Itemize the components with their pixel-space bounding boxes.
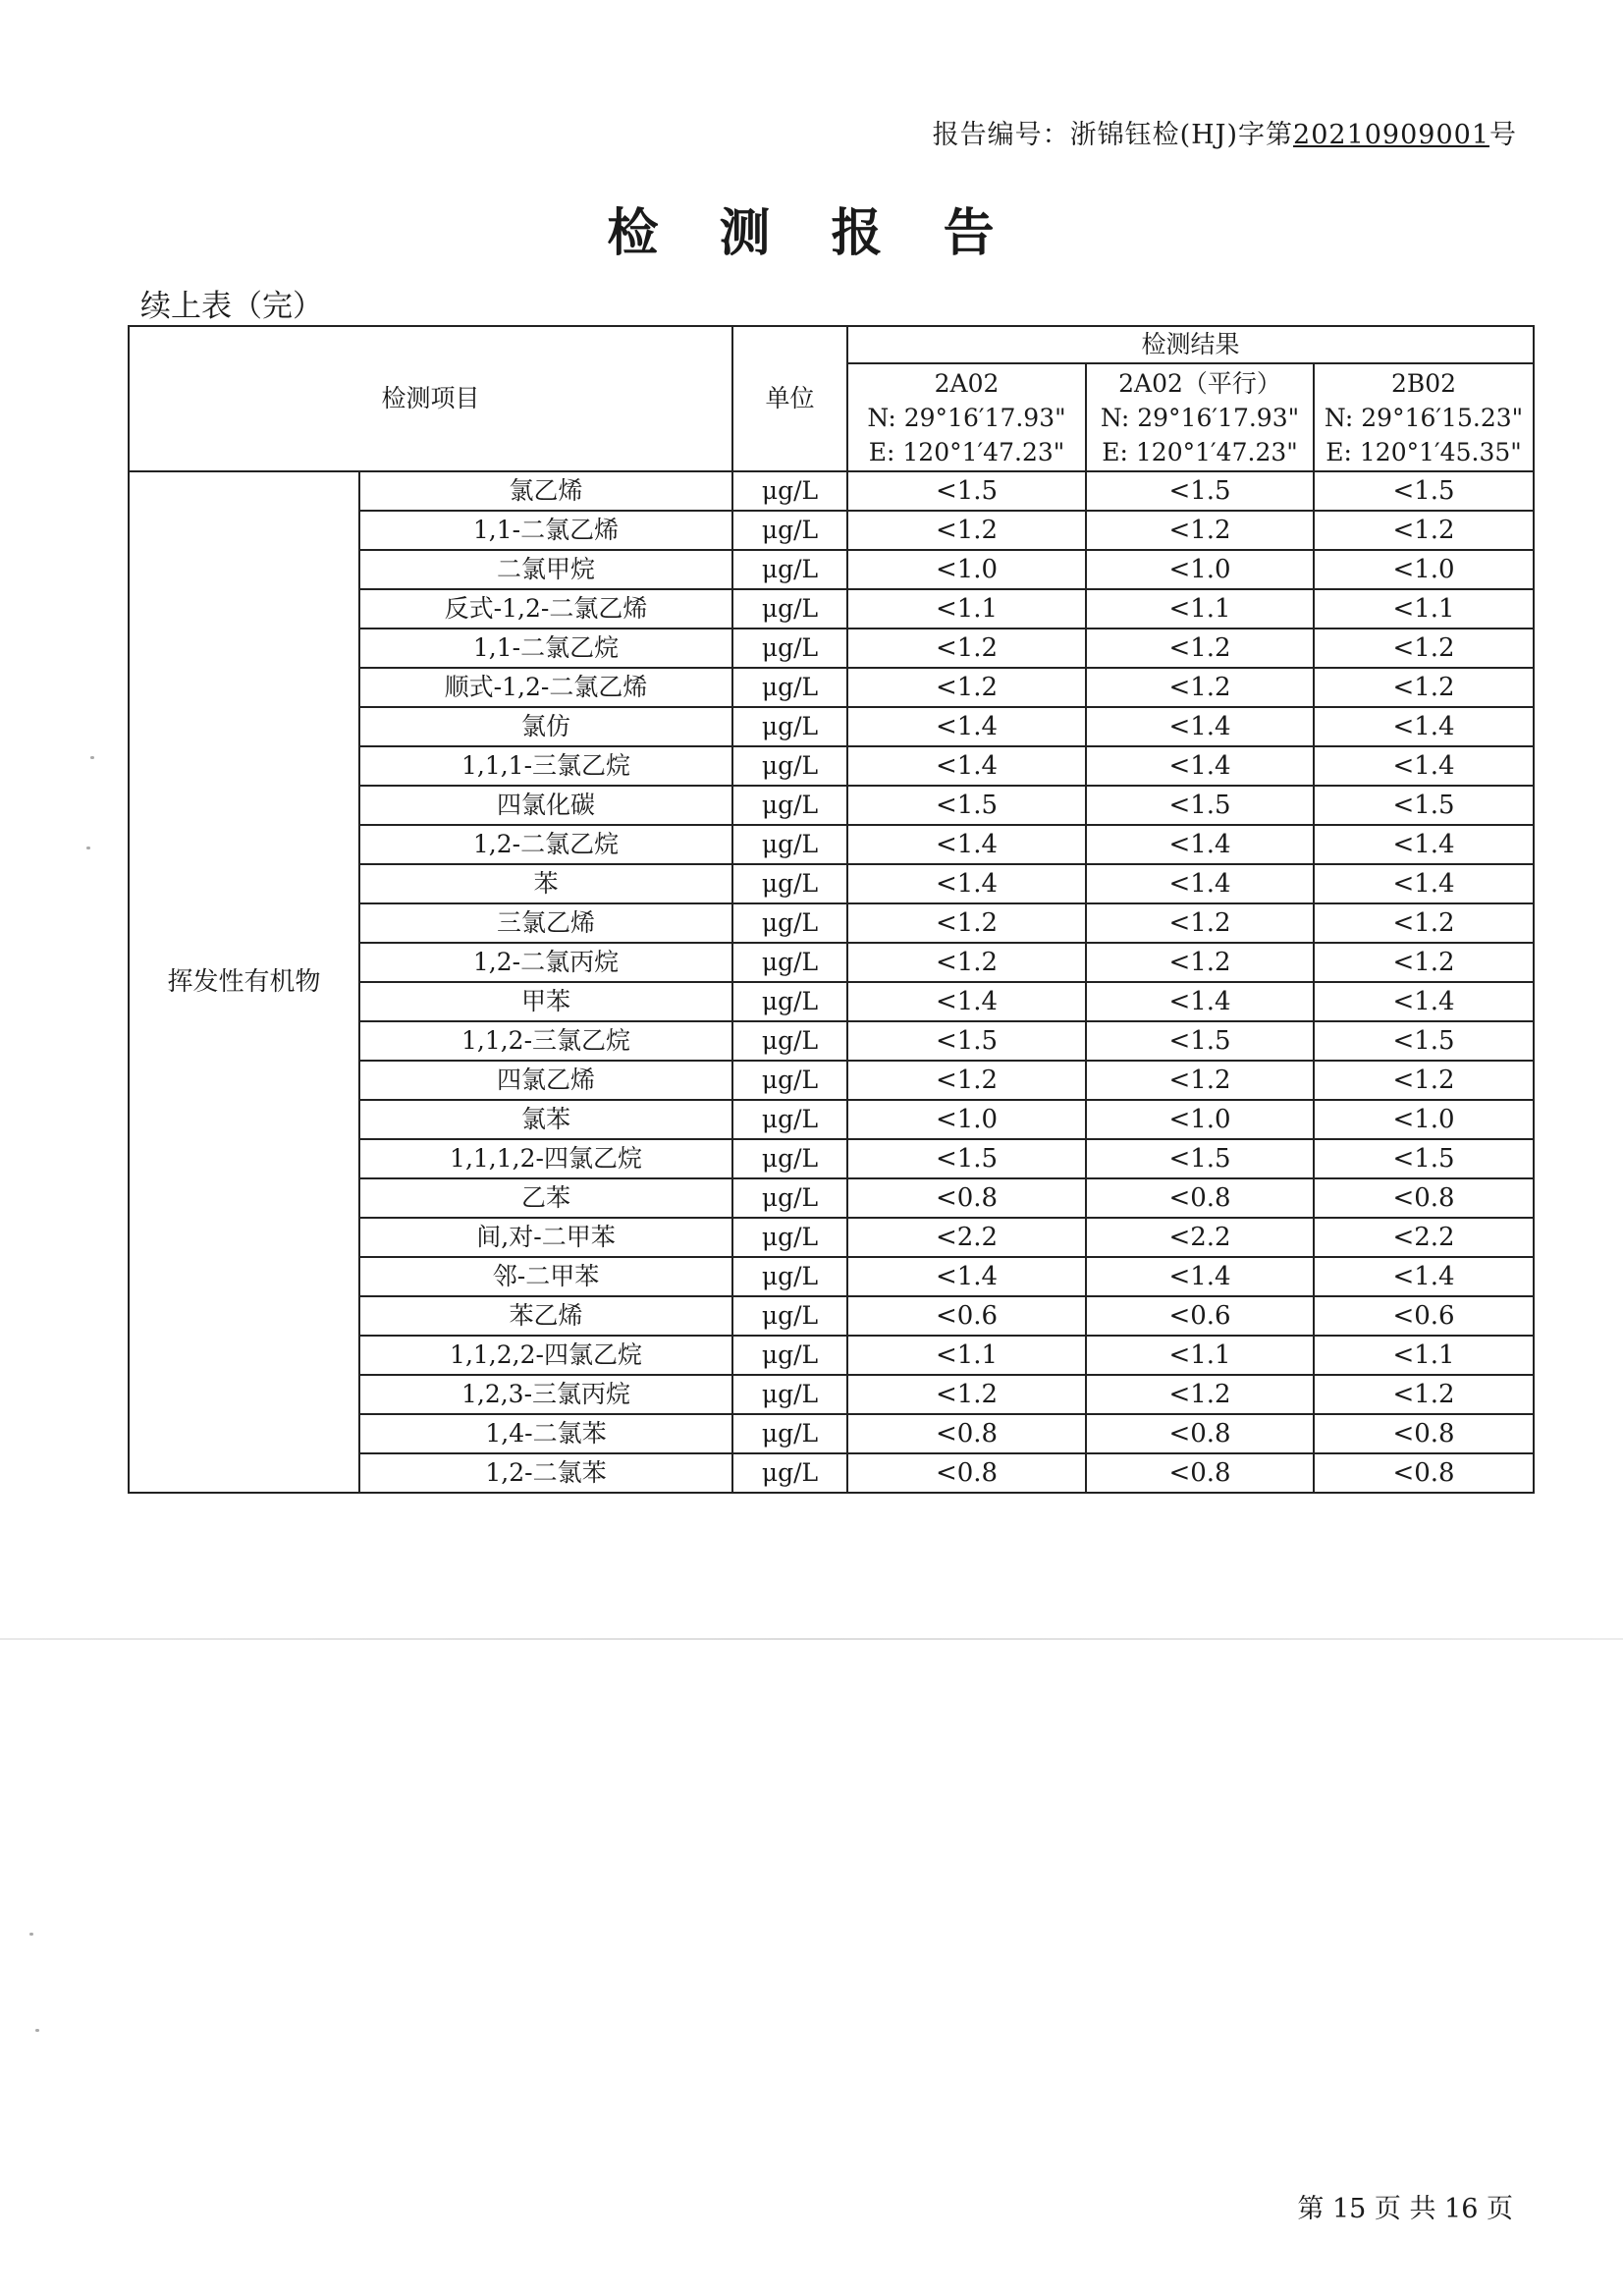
unit-cell: μg/L — [732, 511, 847, 550]
item-cell: 顺式-1,2-二氯乙烯 — [359, 668, 732, 707]
value-cell: <1.2 — [847, 943, 1086, 982]
value-cell: <0.8 — [847, 1414, 1086, 1453]
item-cell: 1,1-二氯乙烷 — [359, 629, 732, 668]
page-title: 检 测 报 告 — [607, 204, 1016, 263]
site-header — [847, 363, 1086, 471]
item-cell: 乙苯 — [359, 1178, 732, 1218]
value-cell: <1.4 — [847, 825, 1086, 864]
value-cell: <1.1 — [1314, 1336, 1534, 1375]
value-cell: <1.1 — [1086, 1336, 1314, 1375]
value-cell: <0.8 — [847, 1178, 1086, 1218]
value-cell: <1.2 — [1314, 943, 1534, 982]
value-cell: <1.0 — [1314, 550, 1534, 589]
value-cell: <1.2 — [847, 629, 1086, 668]
item-cell: 1,1,2-三氯乙烷 — [359, 1021, 732, 1061]
value-cell: <1.5 — [1086, 786, 1314, 825]
site-name: 2A02 — [934, 368, 1000, 398]
scan-speck — [90, 756, 94, 759]
unit-cell: μg/L — [732, 864, 847, 903]
value-cell: <1.4 — [847, 707, 1086, 746]
value-cell: <1.2 — [1086, 1375, 1314, 1414]
value-cell: <0.8 — [1086, 1453, 1314, 1493]
unit-cell: μg/L — [732, 1453, 847, 1493]
item-cell: 1,2-二氯乙烷 — [359, 825, 732, 864]
value-cell: <1.5 — [1314, 1021, 1534, 1061]
value-cell: <1.2 — [1314, 1061, 1534, 1100]
unit-cell: μg/L — [732, 1218, 847, 1257]
item-cell: 甲苯 — [359, 982, 732, 1021]
item-cell: 氯仿 — [359, 707, 732, 746]
value-cell: <1.5 — [1086, 1021, 1314, 1061]
results-table — [128, 325, 1535, 1494]
value-cell: <1.4 — [847, 982, 1086, 1021]
unit-cell: μg/L — [732, 707, 847, 746]
value-cell: <0.8 — [1314, 1453, 1534, 1493]
value-cell: <1.5 — [847, 1021, 1086, 1061]
site-lat: N: 29°16′17.93" — [1100, 403, 1300, 432]
value-cell: <1.4 — [847, 746, 1086, 786]
site-name: 2A02（平行） — [1118, 368, 1281, 398]
value-cell: <1.0 — [1086, 1100, 1314, 1139]
value-cell: <0.6 — [847, 1296, 1086, 1336]
item-cell: 1,4-二氯苯 — [359, 1414, 732, 1453]
value-cell: <1.4 — [1314, 707, 1534, 746]
value-cell: <1.4 — [1314, 746, 1534, 786]
value-cell: <0.8 — [1086, 1414, 1314, 1453]
value-cell: <1.2 — [1086, 903, 1314, 943]
value-cell: <1.5 — [1314, 1139, 1534, 1178]
value-cell: <1.5 — [1314, 471, 1534, 511]
value-cell: <1.1 — [1314, 589, 1534, 629]
item-cell: 四氯化碳 — [359, 786, 732, 825]
item-cell: 苯 — [359, 864, 732, 903]
item-cell: 1,2-二氯丙烷 — [359, 943, 732, 982]
scan-speck — [35, 2029, 39, 2032]
item-cell: 四氯乙烯 — [359, 1061, 732, 1100]
value-cell: <1.1 — [1086, 589, 1314, 629]
page-footer: 第 15 页 共 16 页 — [1297, 2194, 1513, 2224]
header-item: 检测项目 — [129, 326, 732, 471]
unit-cell: μg/L — [732, 1021, 847, 1061]
header-unit: 单位 — [732, 326, 847, 471]
value-cell: <0.8 — [1314, 1414, 1534, 1453]
continued-label: 续上表（完） — [140, 289, 323, 324]
report-number-suffix: 号 — [1489, 120, 1517, 150]
value-cell: <0.8 — [1314, 1178, 1534, 1218]
site-header — [1086, 363, 1314, 471]
value-cell: <1.2 — [1314, 629, 1534, 668]
unit-cell: μg/L — [732, 1061, 847, 1100]
value-cell: <1.4 — [847, 864, 1086, 903]
site-header — [1314, 363, 1534, 471]
item-cell: 1,2,3-三氯丙烷 — [359, 1375, 732, 1414]
unit-cell: μg/L — [732, 825, 847, 864]
item-cell: 间,对-二甲苯 — [359, 1218, 732, 1257]
item-cell: 氯苯 — [359, 1100, 732, 1139]
unit-cell: μg/L — [732, 1375, 847, 1414]
item-cell: 三氯乙烯 — [359, 903, 732, 943]
value-cell: <1.5 — [847, 786, 1086, 825]
site-lon: E: 120°1′47.23" — [868, 437, 1065, 466]
value-cell: <1.2 — [1086, 511, 1314, 550]
value-cell: <1.2 — [1086, 943, 1314, 982]
unit-cell: μg/L — [732, 1178, 847, 1218]
unit-cell: μg/L — [732, 550, 847, 589]
value-cell: <1.2 — [1086, 668, 1314, 707]
value-cell: <1.2 — [1314, 1375, 1534, 1414]
value-cell: <1.4 — [1086, 707, 1314, 746]
value-cell: <1.5 — [1086, 1139, 1314, 1178]
value-cell: <1.0 — [847, 550, 1086, 589]
unit-cell: μg/L — [732, 471, 847, 511]
item-cell: 反式-1,2-二氯乙烯 — [359, 589, 732, 629]
value-cell: <1.4 — [1086, 825, 1314, 864]
value-cell: <1.4 — [1314, 864, 1534, 903]
unit-cell: μg/L — [732, 629, 847, 668]
report-number-line — [933, 113, 1517, 151]
unit-cell: μg/L — [732, 903, 847, 943]
category-cell: 挥发性有机物 — [129, 471, 359, 1493]
value-cell: <2.2 — [1086, 1218, 1314, 1257]
scan-speck — [86, 847, 90, 849]
item-cell: 1,1,1-三氯乙烷 — [359, 746, 732, 786]
value-cell: <1.0 — [1086, 550, 1314, 589]
item-cell: 1,1,1,2-四氯乙烷 — [359, 1139, 732, 1178]
value-cell: <2.2 — [1314, 1218, 1534, 1257]
value-cell: <1.2 — [1086, 629, 1314, 668]
site-lat: N: 29°16′15.23" — [1324, 403, 1524, 432]
value-cell: <1.4 — [1314, 1257, 1534, 1296]
value-cell: <1.0 — [847, 1100, 1086, 1139]
unit-cell: μg/L — [732, 1296, 847, 1336]
unit-cell: μg/L — [732, 1257, 847, 1296]
header-results: 检测结果 — [847, 326, 1534, 363]
item-cell: 二氯甲烷 — [359, 550, 732, 589]
scan-divider — [0, 1638, 1623, 1640]
value-cell: <1.4 — [1086, 864, 1314, 903]
value-cell: <1.4 — [847, 1257, 1086, 1296]
scan-speck — [29, 1933, 33, 1936]
value-cell: <1.4 — [1086, 1257, 1314, 1296]
value-cell: <1.5 — [847, 471, 1086, 511]
site-name: 2B02 — [1390, 368, 1457, 398]
report-number-label: 报告编号：浙锦钰检(HJ)字第 — [932, 120, 1294, 150]
value-cell: <0.8 — [847, 1453, 1086, 1493]
unit-cell: μg/L — [732, 668, 847, 707]
site-lat: N: 29°16′17.93" — [867, 403, 1066, 432]
value-cell: <0.6 — [1314, 1296, 1534, 1336]
site-lon: E: 120°1′47.23" — [1102, 437, 1298, 466]
item-cell: 苯乙烯 — [359, 1296, 732, 1336]
value-cell: <1.2 — [1314, 511, 1534, 550]
item-cell: 氯乙烯 — [359, 471, 732, 511]
value-cell: <1.4 — [1314, 825, 1534, 864]
item-cell: 1,1-二氯乙烯 — [359, 511, 732, 550]
unit-cell: μg/L — [732, 982, 847, 1021]
unit-cell: μg/L — [732, 1139, 847, 1178]
unit-cell: μg/L — [732, 1414, 847, 1453]
unit-cell: μg/L — [732, 1336, 847, 1375]
value-cell: <1.4 — [1314, 982, 1534, 1021]
value-cell: <1.5 — [847, 1139, 1086, 1178]
unit-cell: μg/L — [732, 943, 847, 982]
unit-cell: μg/L — [732, 746, 847, 786]
value-cell: <1.5 — [1086, 471, 1314, 511]
value-cell: <2.2 — [847, 1218, 1086, 1257]
value-cell: <1.2 — [847, 1375, 1086, 1414]
value-cell: <0.8 — [1086, 1178, 1314, 1218]
report-number-value: 20210909001 — [1293, 120, 1489, 150]
value-cell: <1.0 — [1314, 1100, 1534, 1139]
value-cell: <1.2 — [1086, 1061, 1314, 1100]
value-cell: <1.5 — [1314, 786, 1534, 825]
value-cell: <1.1 — [847, 1336, 1086, 1375]
value-cell: <1.2 — [847, 903, 1086, 943]
unit-cell: μg/L — [732, 589, 847, 629]
unit-cell: μg/L — [732, 1100, 847, 1139]
value-cell: <1.4 — [1086, 746, 1314, 786]
value-cell: <0.6 — [1086, 1296, 1314, 1336]
item-cell: 1,2-二氯苯 — [359, 1453, 732, 1493]
value-cell: <1.2 — [847, 668, 1086, 707]
value-cell: <1.2 — [847, 511, 1086, 550]
site-lon: E: 120°1′45.35" — [1325, 437, 1522, 466]
value-cell: <1.2 — [1314, 903, 1534, 943]
value-cell: <1.2 — [1314, 668, 1534, 707]
unit-cell: μg/L — [732, 786, 847, 825]
item-cell: 1,1,2,2-四氯乙烷 — [359, 1336, 732, 1375]
value-cell: <1.1 — [847, 589, 1086, 629]
value-cell: <1.4 — [1086, 982, 1314, 1021]
table-row — [129, 471, 1534, 511]
item-cell: 邻-二甲苯 — [359, 1257, 732, 1296]
value-cell: <1.2 — [847, 1061, 1086, 1100]
